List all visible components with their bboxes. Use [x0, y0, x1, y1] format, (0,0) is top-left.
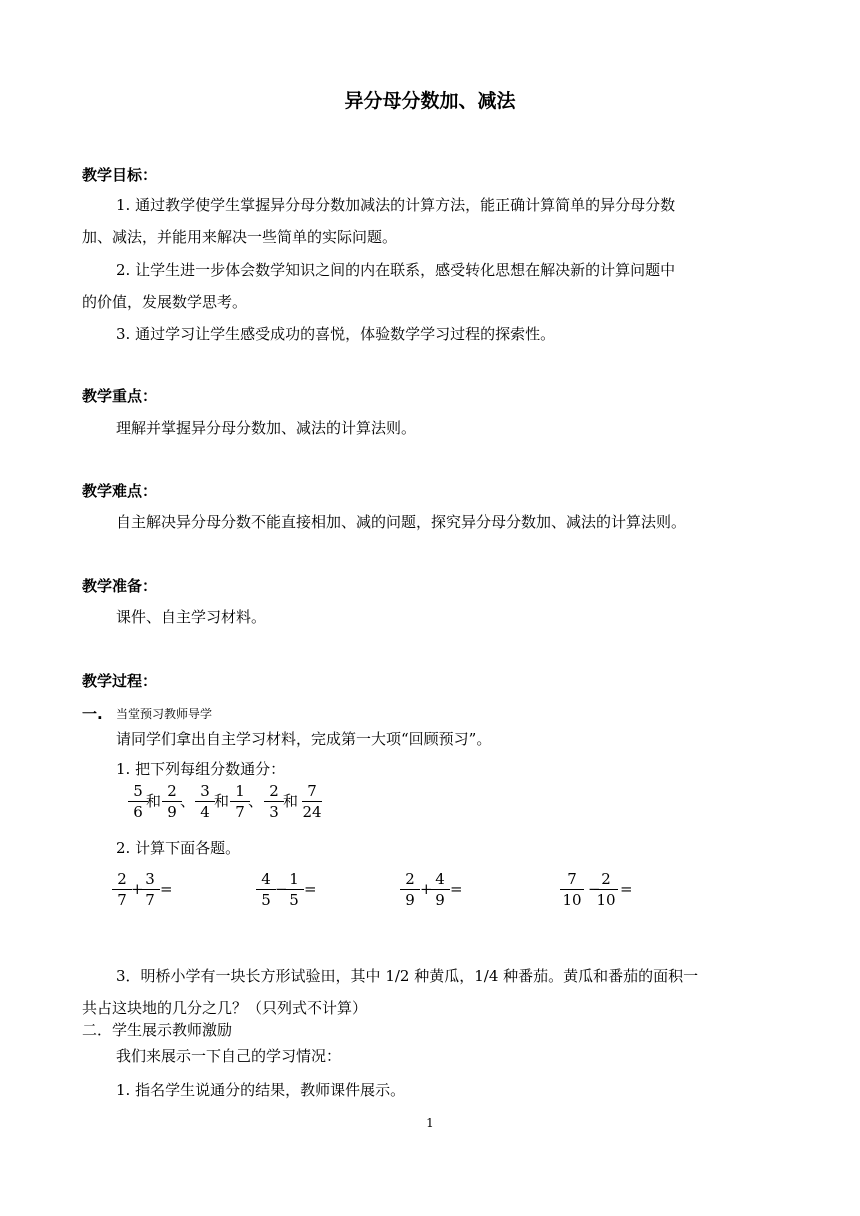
- separator: 、: [180, 792, 196, 810]
- difficulty-heading: 教学难点：: [82, 482, 158, 500]
- section-2-item-1: 1. 指名学生说通分的结果，教师课件展示。: [116, 1081, 406, 1099]
- operator: −: [588, 880, 601, 898]
- conjunction-and: 和: [146, 792, 162, 810]
- section-1-intro: 请同学们拿出自主学习材料，完成第一大项“回顾预习”。: [116, 730, 492, 748]
- goals-heading: 教学目标：: [82, 166, 158, 184]
- section-1-number: 一.: [82, 705, 103, 723]
- document-title: 异分母分数加、减法: [344, 90, 516, 112]
- equals-sign: =: [620, 880, 633, 898]
- goal-3: 3. 通过学习让学生感受成功的喜悦，体验数学学习过程的探索性。: [116, 325, 556, 343]
- fraction: 7 24: [302, 782, 322, 821]
- goal-2-line-a: 2. 让学生进一步体会数学知识之间的内在联系，感受转化思想在解决新的计算问题中: [116, 261, 676, 279]
- section-2-intro: 我们来展示一下自己的学习情况：: [116, 1047, 342, 1065]
- fraction: 2 9: [398, 870, 422, 909]
- question-2: 2. 计算下面各题。: [116, 839, 241, 857]
- process-heading: 教学过程：: [82, 672, 158, 690]
- operator: +: [420, 880, 433, 898]
- operator: −: [275, 880, 288, 898]
- fraction: 2 3: [262, 782, 286, 821]
- fraction: 1 5: [282, 870, 306, 909]
- goal-1-line-a: 1. 通过教学使学生掌握异分母分数加减法的计算方法，能正确计算简单的异分母分数: [116, 196, 676, 214]
- equals-sign: =: [304, 880, 317, 898]
- fraction: 7 10: [558, 870, 586, 909]
- equals-sign: =: [160, 880, 173, 898]
- difficulty-text: 自主解决异分母分数不能直接相加、减的问题，探究异分母分数加、减法的计算法则。: [116, 513, 687, 531]
- page-number: 1: [426, 1116, 434, 1130]
- prep-heading: 教学准备：: [82, 577, 158, 595]
- question-1: 1. 把下列每组分数通分：: [116, 760, 286, 778]
- fraction: 1 7: [228, 782, 252, 821]
- conjunction-and: 和: [283, 792, 299, 810]
- fraction: 3 7: [138, 870, 162, 909]
- conjunction-and: 和: [214, 792, 230, 810]
- fraction: 5 6: [126, 782, 150, 821]
- section-2-title: 二．学生展示教师激励: [82, 1021, 233, 1039]
- equals-sign: =: [450, 880, 463, 898]
- fraction: 2 10: [592, 870, 620, 909]
- key-heading: 教学重点：: [82, 387, 158, 405]
- fraction: 4 9: [428, 870, 452, 909]
- fraction: 2 7: [110, 870, 134, 909]
- operator: +: [131, 880, 144, 898]
- goal-1-line-b: 加、减法，并能用来解决一些简单的实际问题。: [82, 228, 398, 246]
- separator: 、: [248, 792, 264, 810]
- fraction: 3 4: [193, 782, 217, 821]
- fraction: 2 9: [160, 782, 184, 821]
- goal-2-line-b: 的价值，发展数学思考。: [82, 293, 248, 311]
- fraction: 4 5: [254, 870, 278, 909]
- key-text: 理解并掌握异分母分数加、减法的计算法则。: [116, 419, 417, 437]
- prep-text: 课件、自主学习材料。: [116, 608, 267, 626]
- question-3-line-a: 3．明桥小学有一块长方形试验田，其中 1/2 种黄瓜，1/4 种番茄。黄瓜和番茄的面积一: [116, 967, 699, 985]
- section-1-title: 当堂预习教师导学: [116, 707, 213, 721]
- question-3-line-b: 共占这块地的几分之几？（只列式不计算）: [82, 999, 368, 1017]
